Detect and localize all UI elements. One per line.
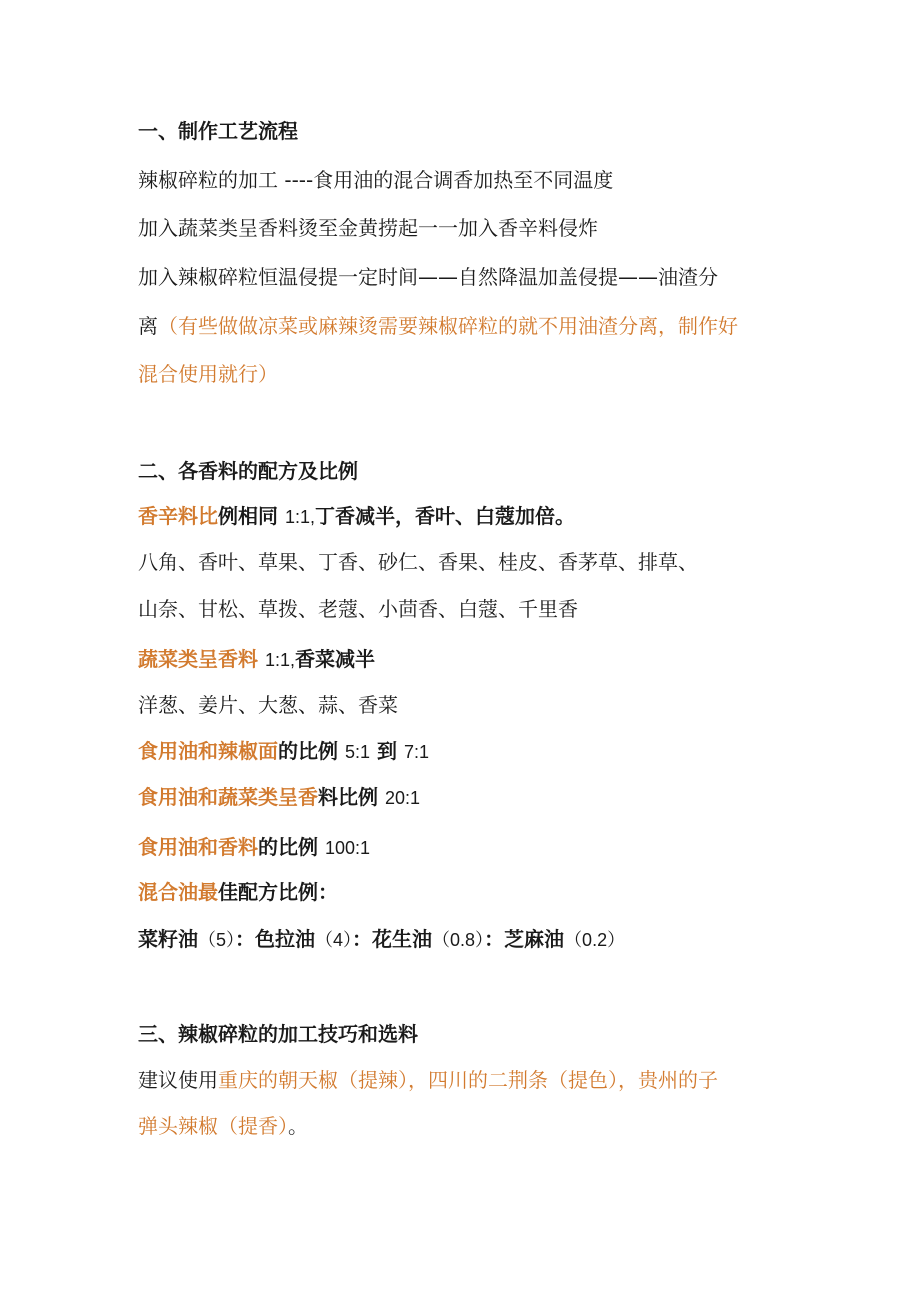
formula-amount-3: （0.2） (564, 930, 626, 950)
spice-items-line-1: 八角、香叶、草果、丁香、砂仁、香果、桂皮、香茅草、排草、 (138, 550, 698, 574)
oil-chili-line (138, 737, 429, 766)
oil-chili-ratio-a: 5:1 (344, 742, 370, 762)
section3-heading: 三、辣椒碎粒的加工技巧和选料 (138, 1022, 418, 1046)
oil-veg-line (138, 783, 420, 812)
recommend-varieties-cont: 弹头辣椒（提香） (138, 1114, 288, 1138)
section1-heading: 一、制作工艺流程 (138, 119, 298, 143)
oil-chili-ratio-b: 7:1 (403, 742, 429, 762)
veg-items: 洋葱、姜片、大葱、蒜、香菜 (138, 693, 398, 717)
section2-heading: 二、各香料的配方及比例 (138, 459, 358, 483)
formula-sep-2: ： (484, 927, 505, 951)
veg-note: 香菜减半 (295, 647, 375, 671)
recommend-intro: 建议使用 (138, 1068, 218, 1092)
recommend-line-2 (138, 1112, 308, 1140)
oil-chili-mid: 的比例 (278, 739, 338, 763)
formula-amount-1: （4） (315, 930, 353, 950)
veg-ratio: 1:1, (264, 650, 295, 670)
spice-ratio-line (138, 502, 575, 531)
oil-spice-line (138, 833, 370, 862)
spice-note: 丁香减半，香叶、白蔻加倍。 (315, 504, 575, 528)
oil-spice-label: 食用油和香料 (138, 835, 258, 859)
oil-spice-tail: 的比例 (258, 835, 318, 859)
oil-chili-label: 食用油和辣椒面 (138, 739, 278, 763)
oil-veg-label: 食用油和蔬菜类呈香 (138, 785, 318, 809)
process-line-3: 加入辣椒碎粒恒温侵提一定时间——自然降温加盖侵提——油渣分 (138, 265, 718, 289)
process-note-cont: 混合使用就行） (138, 362, 278, 386)
mixed-oil-formula (138, 925, 625, 954)
spice-ratio: 1:1, (284, 507, 315, 527)
process-note: （有些做做凉菜或麻辣烫需要辣椒碎粒的就不用油渣分离，制作好 (158, 314, 738, 338)
formula-sep-1: ： (352, 927, 373, 951)
veg-ratio-line (138, 645, 375, 674)
recommend-end: 。 (288, 1114, 308, 1138)
mixed-oil-label: 混合油最 (138, 880, 218, 904)
mixed-oil-tail: 佳配方比例： (218, 880, 338, 904)
recommend-varieties: 重庆的朝天椒（提辣），四川的二荆条（提色），贵州的子 (218, 1068, 718, 1092)
formula-sep-0: ： (235, 927, 256, 951)
oil-chili-to: 到 (376, 739, 397, 763)
process-line-4-text: 离 (138, 314, 158, 338)
oil-veg-ratio: 20:1 (384, 788, 421, 808)
oil-spice-ratio: 100:1 (324, 838, 371, 858)
veg-label: 蔬菜类呈香料 (138, 647, 258, 671)
process-line-1: 辣椒碎粒的加工 ----食用油的混合调香加热至不同温度 (138, 168, 614, 192)
formula-amount-2: （0.8） (432, 930, 485, 950)
formula-name-2: 花生油 (372, 927, 433, 951)
spice-label-tail: 例相同 (218, 504, 278, 528)
formula-name-3: 芝麻油 (504, 927, 565, 951)
formula-amount-0: （5） (198, 930, 236, 950)
spice-label: 香辛料比 (138, 504, 218, 528)
process-line-4 (138, 312, 738, 340)
recommend-line-1 (138, 1066, 718, 1094)
oil-veg-tail: 料比例 (318, 785, 378, 809)
spice-items-line-2: 山奈、甘松、草拨、老蔻、小茴香、白蔻、千里香 (138, 597, 578, 621)
formula-name-0: 菜籽油 (138, 927, 198, 951)
mixed-oil-heading (138, 878, 338, 906)
process-line-2: 加入蔬菜类呈香料烫至金黄捞起一一加入香辛料侵炸 (138, 216, 598, 240)
formula-name-1: 色拉油 (255, 927, 316, 951)
